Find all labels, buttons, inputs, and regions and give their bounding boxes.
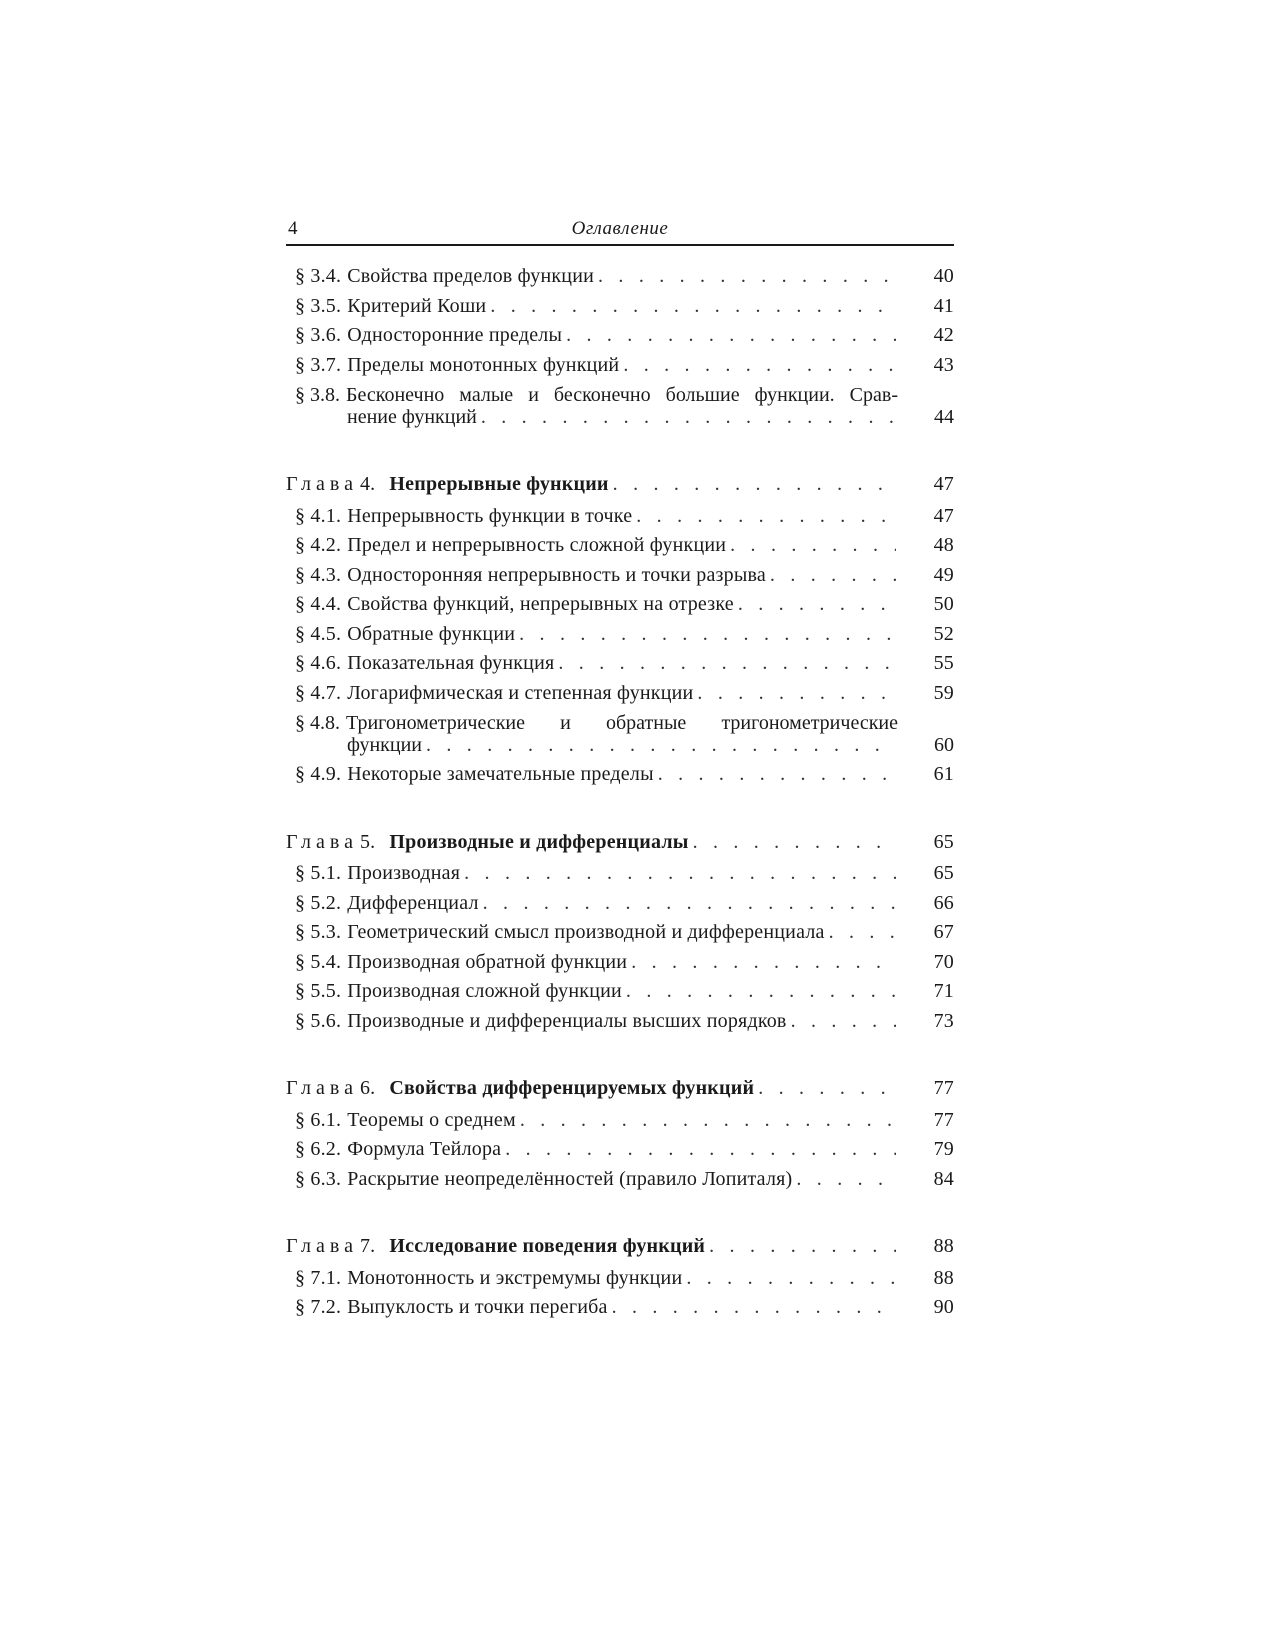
section-number: § 4.8.	[295, 712, 340, 734]
toc-section-row	[286, 918, 954, 948]
section-title: Односторонняя непрерывность и точки разрыва	[347, 563, 766, 586]
section-number: § 4.7.	[295, 681, 342, 704]
section-title: Односторонние пределы	[347, 324, 563, 346]
section-title: Производная сложной функции	[347, 980, 622, 1002]
toc-section-row	[286, 561, 954, 591]
dot-leader	[490, 292, 896, 322]
page-ref: 67	[933, 921, 954, 943]
section-title: Теоремы о среднем	[347, 1108, 516, 1131]
section-number: § 4.5.	[295, 622, 342, 645]
section-title: Критерий Коши	[347, 294, 487, 317]
toc-section-row	[286, 948, 954, 978]
chapter-title: Непрерывные функции	[389, 473, 609, 495]
section-number: § 3.4.	[295, 265, 342, 287]
toc-section-row	[286, 620, 954, 650]
chapter-label: Глава	[286, 1077, 358, 1099]
page-ref: 65	[933, 862, 954, 884]
section-number: § 3.6.	[295, 324, 342, 346]
toc-section-row	[286, 1007, 954, 1037]
page-number: 4	[288, 218, 298, 239]
page-ref: 88	[933, 1266, 954, 1289]
dot-leader	[697, 679, 896, 709]
toc-section-row	[286, 502, 954, 532]
chapter-label: Глава	[286, 830, 358, 853]
section-title: Выпуклость и точки перегиба	[347, 1296, 608, 1318]
dot-leader	[738, 590, 896, 620]
page-ref: 88	[933, 1235, 954, 1257]
dot-leader	[829, 918, 896, 948]
section-title-line1: Тригонометрические и обратные тригонометрические	[346, 712, 898, 734]
section-number: § 5.3.	[295, 921, 342, 943]
toc-section-row	[286, 351, 954, 381]
dot-leader	[598, 262, 896, 292]
toc-section-row	[286, 590, 954, 620]
section-title: Производная	[347, 862, 461, 884]
dot-leader	[483, 889, 896, 919]
toc-section-row	[286, 292, 954, 322]
section-number: § 5.1.	[295, 862, 342, 884]
dot-leader	[758, 1074, 896, 1104]
dot-leader	[791, 1007, 896, 1037]
toc-chapter-row	[286, 828, 954, 858]
toc-section-row	[286, 679, 954, 709]
toc-section-row	[286, 262, 954, 292]
chapter-label: Глава	[286, 1235, 358, 1257]
chapter-label: Глава	[286, 473, 358, 495]
section-title: Свойства функций, непрерывных на отрезке	[347, 593, 734, 615]
page-ref: 50	[933, 593, 954, 615]
chapter-title: Производные и дифференциалы	[389, 830, 689, 853]
dot-leader	[636, 502, 896, 532]
section-number: § 4.2.	[295, 534, 342, 556]
section-number: § 4.6.	[295, 652, 342, 674]
section-number: § 5.5.	[295, 980, 342, 1002]
page-ref: 59	[933, 681, 954, 704]
section-title: Показательная функция	[347, 652, 555, 674]
page-ref: 49	[933, 563, 954, 586]
section-title: Монотонность и экстремумы функции	[347, 1266, 683, 1289]
page-ref: 77	[933, 1108, 954, 1131]
page-ref: 66	[933, 891, 954, 914]
page-ref: 71	[933, 980, 954, 1002]
toc-chapter-row	[286, 1232, 954, 1262]
section-number: § 7.2.	[295, 1296, 342, 1318]
section-title: Некоторые замечательные пределы	[347, 763, 654, 785]
page-ref: 47	[933, 473, 954, 495]
section-title: Обратные функции	[347, 622, 516, 645]
section-number: § 4.4.	[295, 593, 342, 615]
section-title-line2: функции	[347, 734, 422, 756]
toc-section-row	[286, 1293, 954, 1323]
dot-leader	[770, 561, 896, 591]
dot-leader	[613, 470, 896, 500]
page-ref: 47	[933, 504, 954, 527]
section-number: § 5.2.	[295, 891, 342, 914]
dot-leader	[631, 948, 896, 978]
page-ref: 43	[933, 353, 954, 376]
toc-chapter-row	[286, 1074, 954, 1104]
section-title-line1: Бесконечно малые и бесконечно большие функции. Срав-	[346, 384, 898, 406]
section-title: Геометрический смысл производной и дифференциала	[347, 921, 825, 943]
page-ref: 70	[933, 950, 954, 973]
section-title: Формула Тейлора	[347, 1138, 502, 1160]
running-head: Оглавление	[571, 218, 669, 239]
page-ref: 41	[933, 294, 954, 317]
dot-leader	[519, 620, 896, 650]
page-ref: 42	[933, 324, 954, 346]
page-ref: 77	[933, 1077, 954, 1099]
section-title: Производная обратной функции	[347, 950, 628, 973]
section-number: § 3.8.	[295, 384, 340, 406]
dot-leader	[709, 1232, 896, 1262]
section-title: Логарифмическая и степенная функции	[347, 681, 694, 704]
section-title: Предел и непрерывность сложной функции	[347, 534, 727, 556]
dot-leader	[623, 351, 896, 381]
toc-section-row	[286, 1264, 954, 1294]
section-number: § 4.9.	[295, 763, 342, 785]
chapter-number: 4.	[359, 473, 376, 495]
page-header	[286, 216, 954, 246]
toc-section-row	[286, 380, 954, 432]
toc-chapter-row	[286, 470, 954, 500]
toc-section-row	[286, 321, 954, 351]
section-number: § 5.6.	[295, 1009, 342, 1032]
page-ref: 84	[933, 1167, 954, 1190]
chapter-title: Исследование поведения функций	[389, 1235, 706, 1257]
section-title: Непрерывность функции в точке	[347, 504, 633, 527]
section-number: § 5.4.	[295, 950, 342, 973]
chapter-number: 6.	[359, 1077, 376, 1099]
page-ref: 79	[933, 1138, 954, 1160]
toc-section-row	[286, 1135, 954, 1165]
page-ref: 61	[933, 763, 954, 785]
table-of-contents	[286, 262, 954, 1323]
chapter-title: Свойства дифференцируемых функций	[389, 1077, 755, 1099]
dot-leader	[558, 649, 896, 679]
dot-leader	[693, 828, 896, 858]
page-ref: 40	[933, 265, 954, 287]
page-ref: 73	[933, 1009, 954, 1032]
section-title-line2: нение функций	[347, 406, 477, 428]
section-number: § 7.1.	[295, 1266, 342, 1289]
chapter-number: 5.	[359, 830, 376, 853]
section-number: § 4.3.	[295, 563, 342, 586]
section-number: § 3.5.	[295, 294, 342, 317]
dot-leader	[730, 531, 896, 561]
section-title: Производные и дифференциалы высших порядков	[347, 1009, 787, 1032]
toc-section-row	[286, 889, 954, 919]
toc-section-row	[286, 649, 954, 679]
dot-leader	[505, 1135, 896, 1165]
section-number: § 6.3.	[295, 1167, 342, 1190]
dot-leader	[426, 734, 896, 756]
dot-leader	[796, 1165, 896, 1195]
section-title: Дифференциал	[347, 891, 479, 914]
dot-leader	[612, 1293, 896, 1323]
section-number: § 6.2.	[295, 1138, 342, 1160]
toc-section-row	[286, 859, 954, 889]
dot-leader	[566, 321, 896, 351]
toc-section-row	[286, 1165, 954, 1195]
page-ref: 65	[933, 830, 954, 853]
dot-leader	[686, 1264, 896, 1294]
toc-section-row	[286, 708, 954, 760]
section-number: § 3.7.	[295, 353, 342, 376]
toc-section-row	[286, 760, 954, 790]
dot-leader	[481, 406, 896, 428]
chapter-number: 7.	[359, 1235, 376, 1257]
page-ref: 55	[933, 652, 954, 674]
toc-section-row	[286, 1106, 954, 1136]
section-number: § 6.1.	[295, 1108, 342, 1131]
section-title: Раскрытие неопределённостей (правило Лопиталя)	[347, 1167, 793, 1190]
page-ref: 48	[933, 534, 954, 556]
section-title: Свойства пределов функции	[347, 265, 595, 287]
toc-section-row	[286, 531, 954, 561]
page-ref: 90	[933, 1296, 954, 1318]
dot-leader	[520, 1106, 896, 1136]
toc-section-row	[286, 977, 954, 1007]
dot-leader	[464, 859, 896, 889]
dot-leader	[658, 760, 896, 790]
section-number: § 4.1.	[295, 504, 342, 527]
dot-leader	[626, 977, 896, 1007]
section-title: Пределы монотонных функций	[347, 353, 620, 376]
page-ref: 60	[934, 734, 954, 756]
page-ref: 44	[934, 406, 954, 428]
page-ref: 52	[933, 622, 954, 645]
